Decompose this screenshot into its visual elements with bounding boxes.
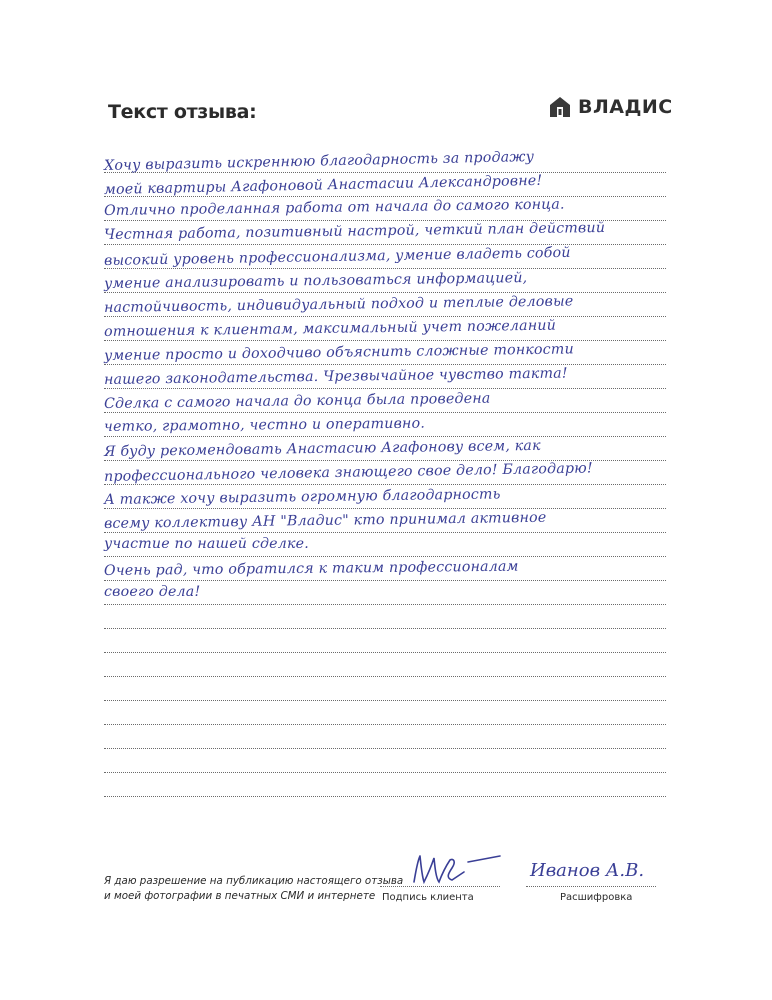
- review-line: своего дела!: [104, 584, 201, 600]
- decoding-label: Расшифровка: [560, 892, 633, 903]
- consent-line: Я даю разрешение на публикацию настоящего отзыва: [104, 875, 404, 887]
- review-line: всему коллективу АН "Владис" кто принимал активное: [103, 509, 547, 532]
- review-line: Я буду рекомендовать Анастасию Агафонову всем, как: [103, 437, 541, 460]
- review-line: Очень рад, что обратился к таким профессионалам: [103, 558, 519, 579]
- review-line: четко, грамотно, честно и оперативно.: [103, 415, 426, 435]
- ruled-line: [104, 628, 666, 629]
- ruled-line: [104, 604, 666, 605]
- review-line: Сделка с самого начала до конца была проведена: [103, 390, 491, 412]
- review-line: моей квартиры Агафоновой Анастасии Александровне!: [103, 172, 543, 198]
- ruled-line: [104, 724, 666, 725]
- review-line: отношения к клиентам, максимальный учет пожеланий: [103, 317, 557, 340]
- ruled-line: [104, 580, 666, 581]
- review-line: Хочу выразить искреннюю благодарность за продажу: [103, 148, 535, 174]
- publication-consent: [104, 874, 403, 904]
- ruled-line: [104, 772, 666, 773]
- review-line: профессионального человека знающего свое дело! Благодарю!: [103, 460, 593, 485]
- ruled-line: [104, 652, 666, 653]
- review-line: Отлично проделанная работа от начала до самого конца.: [103, 196, 565, 219]
- ruled-line: [104, 532, 666, 533]
- brand-name: ВЛАДИС: [578, 96, 673, 118]
- review-line: умение анализировать и пользоваться информацией,: [103, 270, 528, 292]
- review-line: нашего законодательства. Чрезвычайное чувство такта!: [103, 365, 568, 388]
- ruled-line: [104, 412, 666, 413]
- review-line: участие по нашей сделке.: [104, 536, 309, 552]
- review-line: высокий уровень профессионализма, умение владеть собой: [103, 244, 571, 269]
- brand-logo: [549, 96, 673, 118]
- ruled-line: [104, 556, 666, 557]
- ruled-line: [104, 748, 666, 749]
- review-line: умение просто и доходчиво объяснить сложные тонкости: [103, 341, 574, 364]
- ruled-line: [104, 700, 666, 701]
- decoding-value: Иванов А.В.: [530, 860, 645, 881]
- ruled-line: [104, 796, 666, 797]
- signature-field-line: [380, 886, 500, 887]
- review-line: Честная работа, позитивный настрой, четкий план действий: [103, 219, 606, 243]
- form-title: Текст отзыва:: [108, 101, 257, 123]
- house-logo-icon: [549, 96, 571, 118]
- decoding-field-line: [526, 886, 656, 887]
- consent-line: и моей фотографии в печатных СМИ и интернете: [104, 890, 376, 902]
- ruled-line: [104, 676, 666, 677]
- signature-label: Подпись клиента: [382, 892, 474, 903]
- client-signature: [408, 852, 508, 886]
- review-line: А также хочу выразить огромную благодарность: [103, 486, 501, 508]
- review-line: настойчивость, индивидуальный подход и теплые деловые: [103, 293, 574, 316]
